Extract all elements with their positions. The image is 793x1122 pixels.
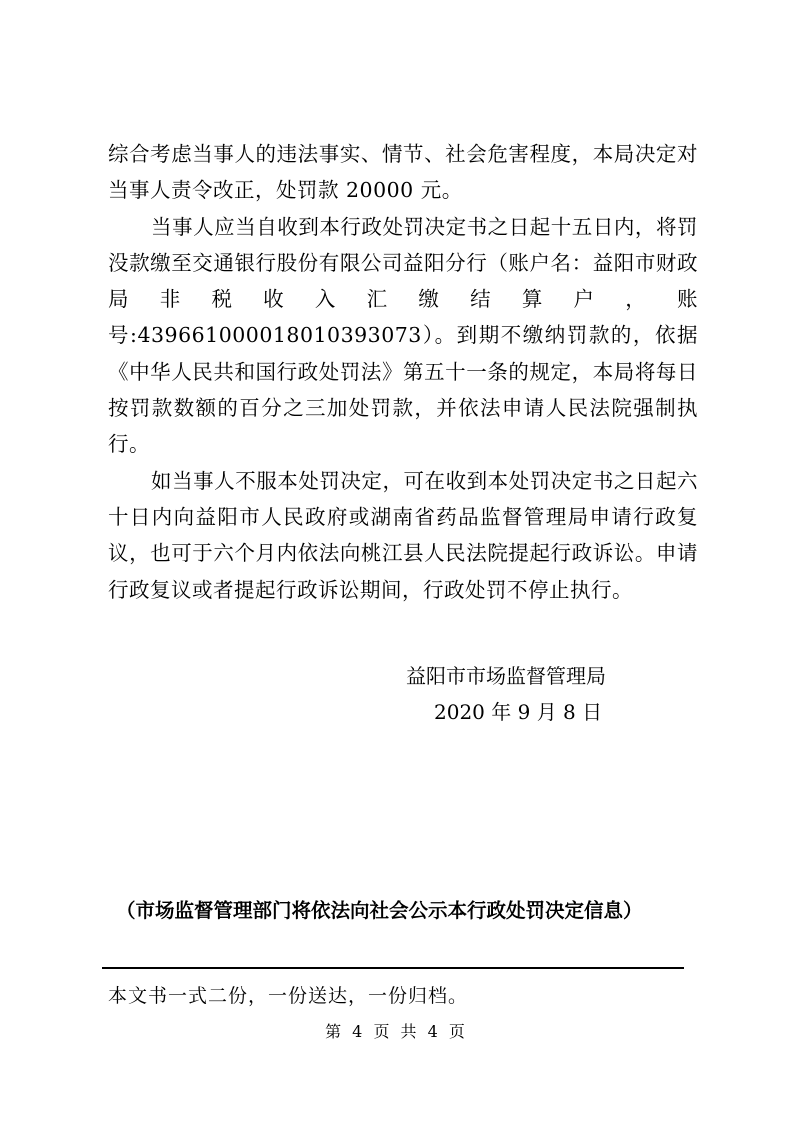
horizontal-divider — [102, 967, 684, 969]
paragraph-payment-instructions: 当事人应当自收到本行政处罚决定书之日起十五日内，将罚没款缴至交通银行股份有限公司益阳分行（账户名：益阳市财政局非税收入汇缴结算户，账号:439661000018010393073）。到期不缴纳罚款的，依据《中华人民共和国行政处罚法》第五十一条的规定，本局将每日按罚款数额的百分之三加处罚款，并依法申请人民法院强制执行。 — [108, 214, 698, 457]
page-number: 第 4 页 共 4 页 — [325, 1022, 468, 1041]
issue-date: 2020 年 9 月 8 日 — [434, 700, 603, 724]
public-disclosure-notice: （市场监督管理部门将依法向社会公示本行政处罚决定信息） — [116, 899, 643, 922]
document-body — [108, 136, 698, 608]
paragraph-penalty-decision: 综合考虑当事人的违法事实、情节、社会危害程度，本局决定对当事人责令改正，处罚款 20000 元。 — [108, 142, 698, 203]
copies-note: 本文书一式二份，一份送达，一份归档。 — [108, 985, 469, 1007]
paragraph-appeal-rights: 如当事人不服本处罚决定，可在收到本处罚决定书之日起六十日内向益阳市人民政府或湖南省药品监督管理局申请行政复议，也可于六个月内依法向桃江县人民法院提起行政诉讼。申请行政复议或者提起行政诉讼期间，行政处罚不停止执行。 — [108, 468, 698, 602]
issuing-organization: 益阳市市场监督管理局 — [406, 664, 606, 688]
signature-block — [400, 658, 640, 730]
